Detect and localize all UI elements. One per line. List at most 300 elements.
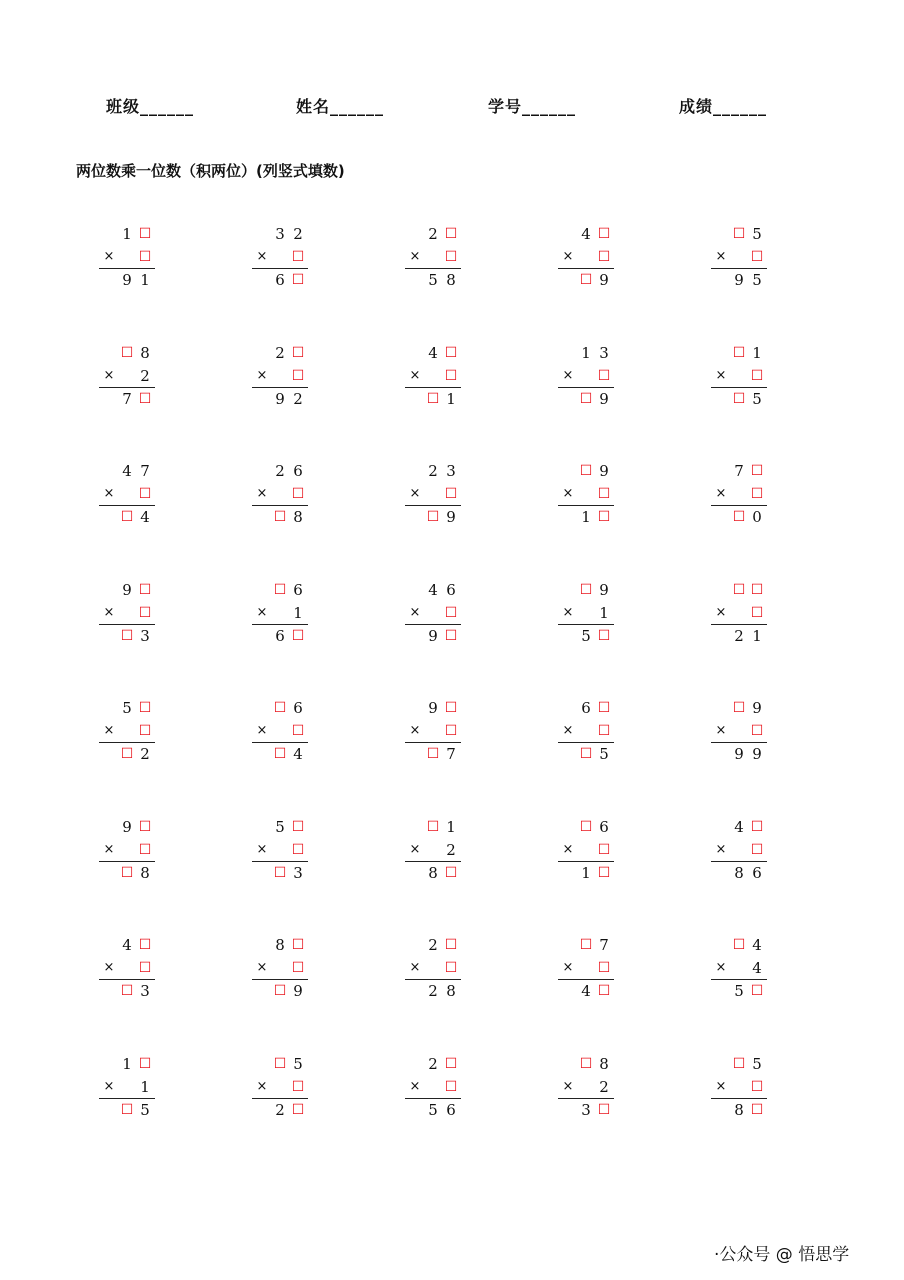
result-line (405, 861, 461, 862)
product-row (404, 507, 462, 527)
product-row (557, 507, 615, 527)
product-row (251, 1100, 309, 1120)
multiplier-row (557, 1077, 615, 1097)
blank-box[interactable]: ☐ (273, 700, 287, 716)
blank-box[interactable]: ☐ (732, 509, 746, 525)
digit: 9 (599, 580, 609, 599)
multiplier-row (710, 721, 768, 741)
blank-box[interactable]: ☐ (291, 937, 305, 953)
digit: 2 (734, 626, 744, 645)
blank-box[interactable]: ☐ (444, 627, 458, 644)
product-row (557, 626, 615, 646)
multiplier-row (557, 484, 615, 504)
digit: 2 (428, 462, 438, 480)
digit: 3 (446, 462, 456, 480)
times-sign: × (715, 723, 727, 738)
digit: 4 (428, 580, 438, 599)
digit: 6 (293, 580, 303, 599)
name-field: 姓名______ (296, 97, 385, 116)
score-field: 成绩______ (679, 97, 768, 116)
multiplier-row (251, 958, 309, 978)
multiplication-problem (710, 935, 768, 1005)
product-row (404, 863, 462, 883)
times-sign: × (715, 1078, 727, 1094)
product-row (404, 270, 462, 290)
blank-box[interactable]: ☐ (138, 841, 152, 858)
digit: 2 (446, 840, 456, 859)
multiplication-problem (404, 461, 462, 531)
times-sign: × (562, 367, 574, 383)
blank-box[interactable]: ☐ (597, 367, 611, 384)
multiplicand-row (251, 580, 309, 600)
blank-box[interactable]: ☐ (444, 937, 458, 953)
digit: 9 (734, 271, 744, 289)
multiplier-row (404, 721, 462, 741)
blank-box[interactable]: ☐ (597, 983, 611, 999)
product-row (98, 389, 156, 409)
multiplication-problem (557, 935, 615, 1005)
blank-box[interactable]: ☐ (426, 509, 440, 525)
result-line (99, 387, 155, 388)
blank-box[interactable]: ☐ (444, 960, 458, 976)
blank-box[interactable]: ☐ (426, 390, 440, 407)
multiplication-problem (404, 224, 462, 294)
digit: 1 (293, 603, 303, 622)
digit: 4 (581, 225, 591, 243)
result-line (252, 742, 308, 743)
times-sign: × (256, 960, 268, 975)
digit: 2 (140, 745, 150, 763)
times-sign: × (409, 249, 421, 264)
blank-box[interactable]: ☐ (120, 864, 134, 881)
blank-box[interactable]: ☐ (597, 700, 611, 716)
digit: 5 (581, 626, 591, 645)
digit: 4 (140, 508, 150, 526)
digit: 2 (293, 225, 303, 243)
blank-box[interactable]: ☐ (597, 1101, 611, 1118)
product-row (404, 981, 462, 1001)
digit: 6 (293, 699, 303, 717)
blank-box[interactable]: ☐ (444, 344, 458, 361)
times-sign: × (562, 723, 574, 738)
digit: 1 (446, 389, 456, 408)
blank-box[interactable]: ☐ (138, 960, 152, 976)
blank-box[interactable]: ☐ (444, 700, 458, 716)
digit: 5 (734, 982, 744, 1000)
blank-box[interactable]: ☐ (291, 486, 305, 502)
digit: 6 (293, 462, 303, 480)
blank-box[interactable]: ☐ (732, 1055, 746, 1072)
product-row (98, 270, 156, 290)
multiplication-problem (251, 698, 309, 768)
blank-box[interactable]: ☐ (750, 249, 764, 265)
multiplication-problem (557, 698, 615, 768)
blank-box[interactable]: ☐ (138, 818, 152, 835)
blank-box[interactable]: ☐ (579, 937, 593, 953)
multiplier-row (557, 840, 615, 860)
result-line (252, 1098, 308, 1099)
blank-box[interactable]: ☐ (750, 841, 764, 858)
blank-box[interactable]: ☐ (597, 249, 611, 265)
times-sign: × (562, 960, 574, 975)
blank-box[interactable]: ☐ (750, 1078, 764, 1095)
times-sign: × (103, 486, 115, 501)
multiplier-row (404, 840, 462, 860)
blank-box[interactable]: ☐ (273, 1055, 287, 1072)
times-sign: × (409, 723, 421, 738)
multiplication-problem (404, 580, 462, 650)
watermark-footer: ·公众号 @ 悟思学 (714, 1245, 850, 1265)
digit: 9 (122, 271, 132, 289)
digit: 6 (752, 863, 762, 882)
blank-box[interactable]: ☐ (291, 344, 305, 361)
times-sign: × (562, 604, 574, 620)
digit: 2 (275, 343, 285, 362)
multiplicand-row (710, 580, 768, 600)
multiplication-problem (557, 580, 615, 650)
product-row (710, 507, 768, 527)
blank-box[interactable]: ☐ (291, 723, 305, 739)
product-row (251, 270, 309, 290)
digit: 9 (752, 699, 762, 717)
digit: 6 (599, 817, 609, 836)
times-sign: × (409, 486, 421, 501)
digit: 6 (581, 699, 591, 717)
blank-box[interactable]: ☐ (597, 841, 611, 858)
multiplier-row (710, 366, 768, 386)
result-line (711, 268, 767, 269)
blank-box[interactable]: ☐ (291, 367, 305, 384)
digit: 8 (734, 863, 744, 882)
digit: 4 (428, 343, 438, 362)
blank-box[interactable]: ☐ (444, 226, 458, 242)
multiplicand-row (557, 580, 615, 600)
multiplier-row (251, 247, 309, 267)
blank-box[interactable]: ☐ (750, 367, 764, 384)
multiplication-problem (98, 580, 156, 650)
blank-box[interactable]: ☐ (750, 486, 764, 502)
blank-box[interactable]: ☐ (444, 864, 458, 881)
multiplier-row (710, 247, 768, 267)
digit: 5 (428, 1100, 438, 1119)
digit: 7 (599, 936, 609, 954)
multiplication-problem (710, 1054, 768, 1124)
blank-box[interactable]: ☐ (732, 344, 746, 361)
times-sign: × (103, 367, 115, 383)
result-line (711, 861, 767, 862)
multiplicand-row (251, 461, 309, 481)
multiplication-problem (404, 343, 462, 413)
digit: 4 (293, 745, 303, 763)
multiplication-problem (251, 935, 309, 1005)
multiplier-row (710, 1077, 768, 1097)
blank-box[interactable]: ☐ (291, 841, 305, 858)
multiplier-row (404, 958, 462, 978)
blank-box[interactable]: ☐ (120, 627, 134, 644)
digit: 2 (428, 982, 438, 1000)
multiplication-problem (98, 935, 156, 1005)
blank-box[interactable]: ☐ (120, 344, 134, 361)
blank-box[interactable]: ☐ (444, 486, 458, 502)
product-row (710, 626, 768, 646)
product-row (557, 981, 615, 1001)
blank-box[interactable]: ☐ (444, 1078, 458, 1095)
digit: 2 (428, 225, 438, 243)
multiplication-problem (710, 343, 768, 413)
blank-box[interactable]: ☐ (597, 723, 611, 739)
digit: 1 (122, 225, 132, 243)
multiplier-row (98, 603, 156, 623)
blank-box[interactable]: ☐ (138, 486, 152, 502)
blank-box[interactable]: ☐ (120, 983, 134, 999)
digit: 1 (581, 863, 591, 882)
times-sign: × (409, 960, 421, 975)
blank-box[interactable]: ☐ (138, 581, 152, 598)
blank-box[interactable]: ☐ (597, 226, 611, 242)
blank-box[interactable]: ☐ (579, 1055, 593, 1072)
digit: 2 (275, 1100, 285, 1119)
blank-box[interactable]: ☐ (138, 226, 152, 242)
times-sign: × (409, 1078, 421, 1094)
result-line (99, 268, 155, 269)
product-row (404, 389, 462, 409)
blank-box[interactable]: ☐ (597, 864, 611, 881)
result-line (405, 1098, 461, 1099)
multiplier-row (98, 247, 156, 267)
blank-box[interactable]: ☐ (120, 746, 134, 762)
blank-box[interactable]: ☐ (138, 604, 152, 621)
result-line (405, 742, 461, 743)
blank-box[interactable]: ☐ (579, 746, 593, 762)
blank-box[interactable]: ☐ (291, 1101, 305, 1118)
multiplier-row (404, 1077, 462, 1097)
blank-box[interactable]: ☐ (138, 700, 152, 716)
blank-box[interactable]: ☐ (291, 960, 305, 976)
blank-box[interactable]: ☐ (579, 581, 593, 598)
blank-box[interactable]: ☐ (597, 960, 611, 976)
result-line (99, 505, 155, 506)
multiplicand-row (404, 343, 462, 363)
blank-box[interactable]: ☐ (138, 723, 152, 739)
blank-box[interactable]: ☐ (273, 509, 287, 525)
multiplicand-row (98, 343, 156, 363)
multiplicand-row (710, 1054, 768, 1074)
multiplier-row (710, 840, 768, 860)
multiplicand-row (710, 343, 768, 363)
multiplicand-row (404, 1054, 462, 1074)
digit: 4 (581, 982, 591, 1000)
multiplicand-row (98, 1054, 156, 1074)
digit: 6 (446, 1100, 456, 1119)
digit: 2 (428, 1054, 438, 1073)
blank-box[interactable]: ☐ (273, 983, 287, 999)
multiplication-problem (251, 580, 309, 650)
digit: 1 (581, 343, 591, 362)
worksheet-subtitle: 两位数乘一位数（积两位）(列竖式填数) (76, 162, 345, 180)
blank-box[interactable]: ☐ (750, 723, 764, 739)
multiplier-row (557, 603, 615, 623)
multiplicand-row (710, 224, 768, 244)
blank-box[interactable]: ☐ (426, 746, 440, 762)
multiplicand-row (710, 817, 768, 837)
blank-box[interactable]: ☐ (120, 1101, 134, 1118)
multiplicand-row (404, 935, 462, 955)
blank-box[interactable]: ☐ (750, 581, 764, 598)
blank-box[interactable]: ☐ (579, 272, 593, 288)
blank-box[interactable]: ☐ (750, 818, 764, 835)
blank-box[interactable]: ☐ (291, 272, 305, 288)
blank-box[interactable]: ☐ (579, 818, 593, 835)
product-row (251, 981, 309, 1001)
blank-box[interactable]: ☐ (444, 604, 458, 621)
result-line (558, 268, 614, 269)
multiplier-row (404, 366, 462, 386)
digit: 5 (599, 745, 609, 763)
digit: 0 (752, 508, 762, 526)
blank-box[interactable]: ☐ (273, 864, 287, 881)
times-sign: × (715, 486, 727, 501)
times-sign: × (409, 367, 421, 383)
digit: 1 (446, 817, 456, 836)
product-row (98, 744, 156, 764)
blank-box[interactable]: ☐ (138, 937, 152, 953)
digit: 6 (275, 626, 285, 645)
multiplicand-row (557, 698, 615, 718)
result-line (252, 624, 308, 625)
times-sign: × (715, 960, 727, 975)
blank-box[interactable]: ☐ (750, 1101, 764, 1118)
digit: 5 (752, 1054, 762, 1073)
multiplier-row (557, 366, 615, 386)
blank-box[interactable]: ☐ (732, 390, 746, 407)
multiplicand-row (98, 817, 156, 837)
result-line (711, 624, 767, 625)
blank-box[interactable]: ☐ (138, 249, 152, 265)
product-row (404, 1100, 462, 1120)
multiplicand-row (557, 461, 615, 481)
multiplicand-row (251, 935, 309, 955)
result-line (558, 861, 614, 862)
multiplication-problem (710, 461, 768, 531)
times-sign: × (562, 841, 574, 857)
multiplication-problem (557, 1054, 615, 1124)
blank-box[interactable]: ☐ (750, 463, 764, 479)
multiplier-row (98, 958, 156, 978)
digit: 7 (446, 745, 456, 763)
blank-box[interactable]: ☐ (732, 226, 746, 242)
digit: 3 (275, 225, 285, 243)
digit: 9 (122, 580, 132, 599)
blank-box[interactable]: ☐ (291, 627, 305, 644)
digit: 9 (446, 508, 456, 526)
result-line (405, 268, 461, 269)
digit: 3 (140, 626, 150, 645)
digit: 5 (752, 225, 762, 243)
product-row (710, 863, 768, 883)
blank-box[interactable]: ☐ (597, 486, 611, 502)
blank-box[interactable]: ☐ (732, 937, 746, 953)
multiplicand-row (98, 935, 156, 955)
blank-box[interactable]: ☐ (444, 249, 458, 265)
digit: 6 (446, 580, 456, 599)
blank-box[interactable]: ☐ (732, 581, 746, 598)
result-line (711, 1098, 767, 1099)
blank-box[interactable]: ☐ (426, 818, 440, 835)
blank-box[interactable]: ☐ (291, 818, 305, 835)
multiplication-problem (404, 1054, 462, 1124)
blank-box[interactable]: ☐ (273, 746, 287, 762)
digit: 5 (428, 271, 438, 289)
result-line (252, 268, 308, 269)
digit: 9 (275, 389, 285, 408)
digit: 4 (734, 817, 744, 836)
digit: 3 (581, 1100, 591, 1119)
digit: 4 (752, 959, 762, 977)
blank-box[interactable]: ☐ (138, 390, 152, 407)
blank-box[interactable]: ☐ (138, 1055, 152, 1072)
times-sign: × (103, 723, 115, 738)
blank-box[interactable]: ☐ (444, 723, 458, 739)
product-row (710, 389, 768, 409)
blank-box[interactable]: ☐ (597, 509, 611, 525)
multiplier-row (98, 721, 156, 741)
product-row (251, 744, 309, 764)
times-sign: × (715, 249, 727, 264)
digit: 7 (122, 389, 132, 408)
result-line (558, 742, 614, 743)
multiplier-row (251, 721, 309, 741)
result-line (99, 1098, 155, 1099)
blank-box[interactable]: ☐ (120, 509, 134, 525)
blank-box[interactable]: ☐ (444, 367, 458, 384)
blank-box[interactable]: ☐ (291, 1078, 305, 1095)
multiplicand-row (557, 1054, 615, 1074)
blank-box[interactable]: ☐ (597, 627, 611, 644)
times-sign: × (103, 249, 115, 264)
times-sign: × (409, 841, 421, 857)
product-row (98, 507, 156, 527)
multiplicand-row (557, 817, 615, 837)
digit: 1 (752, 626, 762, 645)
multiplier-row (404, 484, 462, 504)
digit: 9 (428, 699, 438, 717)
multiplier-row (98, 1077, 156, 1097)
multiplicand-row (404, 461, 462, 481)
blank-box[interactable]: ☐ (444, 1055, 458, 1072)
digit: 9 (293, 982, 303, 1000)
result-line (405, 624, 461, 625)
blank-box[interactable]: ☐ (579, 390, 593, 407)
multiplicand-row (251, 224, 309, 244)
blank-box[interactable]: ☐ (750, 604, 764, 621)
blank-box[interactable]: ☐ (291, 249, 305, 265)
times-sign: × (715, 841, 727, 857)
product-row (710, 981, 768, 1001)
multiplier-row (710, 603, 768, 623)
product-row (251, 507, 309, 527)
multiplicand-row (98, 698, 156, 718)
digit: 1 (599, 603, 609, 622)
blank-box[interactable]: ☐ (273, 581, 287, 598)
digit: 8 (734, 1100, 744, 1119)
digit: 1 (122, 1054, 132, 1073)
blank-box[interactable]: ☐ (579, 463, 593, 479)
blank-box[interactable]: ☐ (750, 983, 764, 999)
product-row (710, 1100, 768, 1120)
blank-box[interactable]: ☐ (732, 700, 746, 716)
digit: 5 (752, 271, 762, 289)
result-line (99, 861, 155, 862)
